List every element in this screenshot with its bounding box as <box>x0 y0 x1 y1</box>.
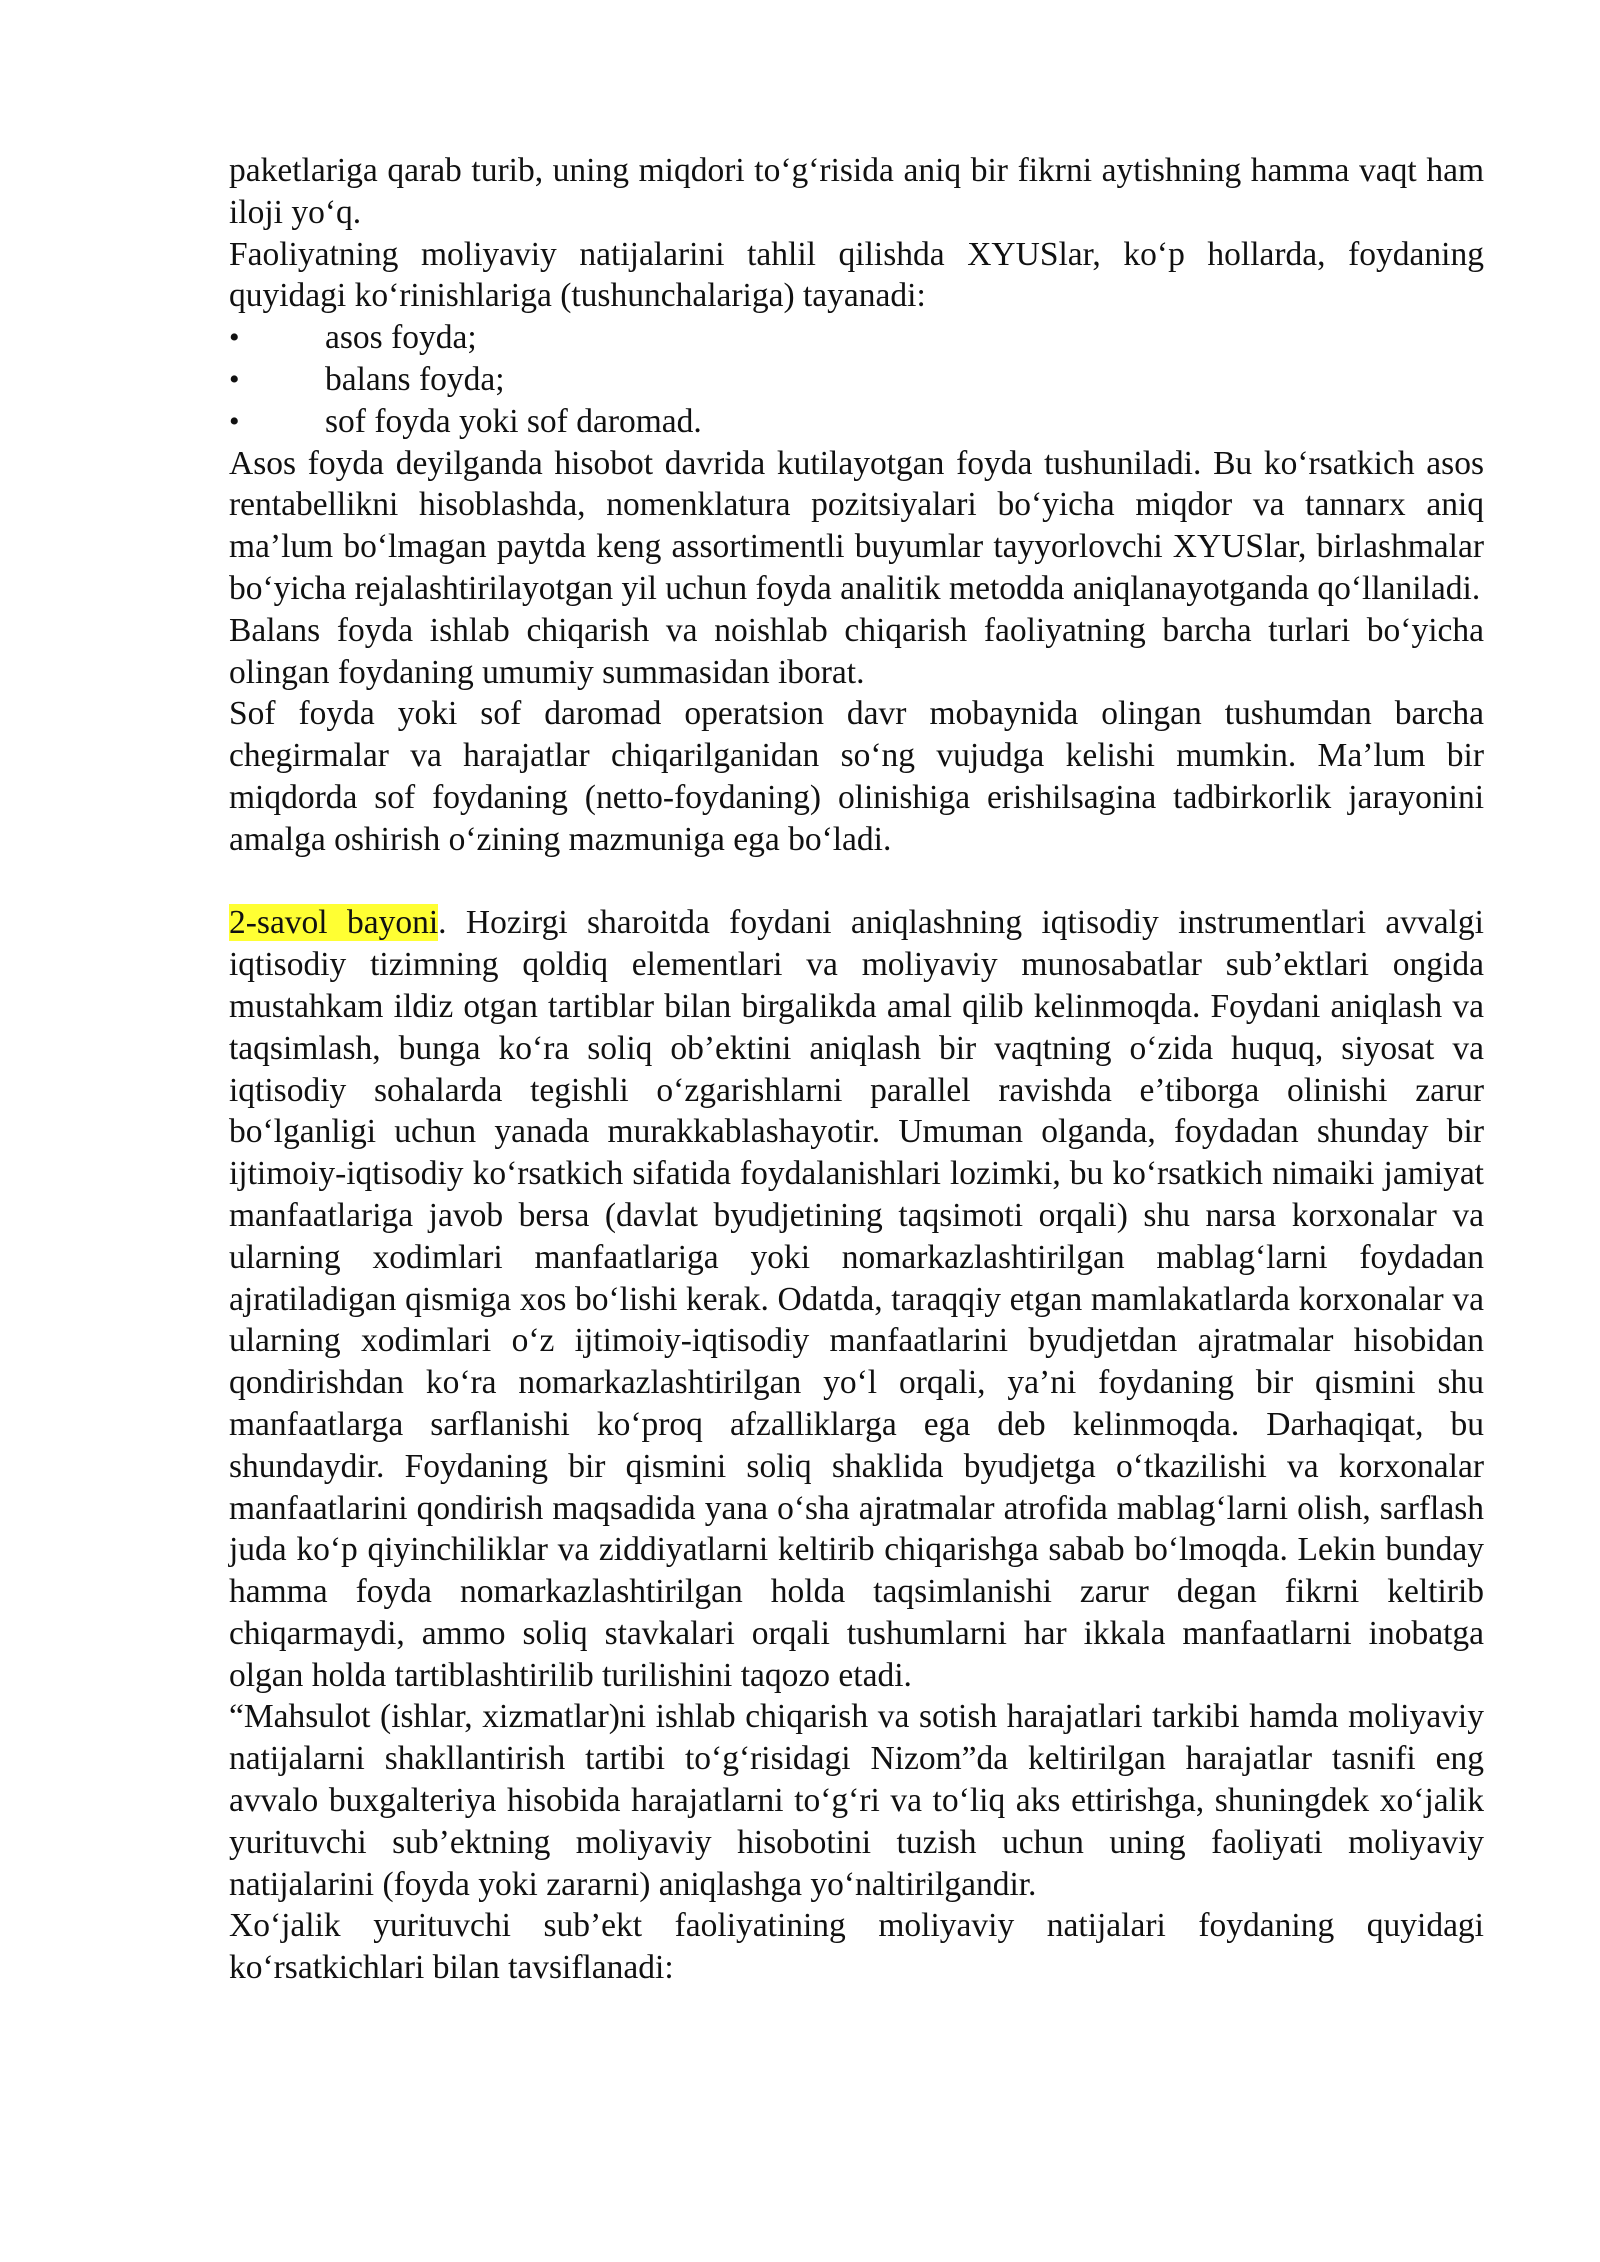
list-item-text: balans foyda; <box>325 360 505 398</box>
list-item-text: sof foyda yoki sof daromad. <box>325 402 702 440</box>
list-item <box>229 359 1484 401</box>
list-item-text: asos foyda; <box>325 319 477 357</box>
paragraph-net-profit: Sof foyda yoki sof daromad operatsion davr mobaynida olingan tushumdan barcha chegirmalar va harajatlar chiqarilganidan so‘ng vujudga kelishi mumkin. Ma’lum bir miqdorda sof foydaning (netto-foydaning) olinishiga erishilsagina tadbirkorlik jarayonini amalga oshirish o‘zining mazmuniga ega bo‘ladi. <box>229 695 1484 858</box>
list-item <box>229 317 1484 359</box>
profit-types-list <box>229 317 1484 442</box>
paragraph-base-profit: Asos foyda deyilganda hisobot davrida kutilayotgan foyda tushuniladi. Bu ko‘rsatkich asos rentabellikni hisoblashda, nomenklatura pozitsiyalari bo‘yicha miqdor va tannarx aniq ma’lum bo‘lmagan paytda keng assortimentli buyumlar tayyorlovchi XYUSlar, birlashmalar bo‘yicha rejalashtirilayotgan yil uchun foyda analitik metodda aniqlanayotganda qo‘llaniladi. <box>229 444 1484 607</box>
paragraph-intro-profit-types: Faoliyatning moliyaviy natijalarini tahlil qilishda XYUSlar, ko‘p hollarda, foydaning quyidagi ko‘rinishlariga (tushunchalariga) tayanadi: <box>229 235 1484 315</box>
bullet-icon: • <box>229 321 240 355</box>
section-2-heading-highlight: 2-savol bayoni <box>229 904 439 942</box>
document-body <box>229 150 1484 1989</box>
bullet-icon: • <box>229 404 240 438</box>
paragraph-regulation: “Mahsulot (ishlar, xizmatlar)ni ishlab chiqarish va sotish harajatlari tarkibi hamda moliyaviy natijalarni shakllantirish tartibi to‘g‘risidagi Nizom”da keltirilgan harajatlar tasnifi eng avvalo buxgalteriya hisobida harajatlarni to‘g‘ri va to‘liq aks ettirishga, shuningdek xo‘jalik yurituvchi sub’ektning moliyaviy hisobotini tuzish uchun uning faoliyati moliyaviy natijalarini (foyda yoki zararni) aniqlashga yo‘naltirilgandir. <box>229 1698 1484 1903</box>
paragraph-continuation: paketlariga qarab turib, uning miqdori to‘g‘risida aniq bir fikrni aytishning hamma vaqt ham iloji yo‘q. <box>229 152 1484 231</box>
paragraph-balance-profit: Balans foyda ishlab chiqarish va noishlab chiqarish faoliyatning barcha turlari bo‘yicha olingan foydaning umumiy summasidan iborat. <box>229 611 1484 691</box>
paragraph-section-2 <box>229 902 1484 1696</box>
section-2-text: . Hozirgi sharoitda foydani aniqlashning iqtisodiy instrumentlari avvalgi iqtisodiy tizimning qoldiq elementlari va moliyaviy munosabatlar sub’ektlari ongida mustahkam ildiz otgan tartiblar bilan birgalikda amal qilib kelinmoqda. Foydani aniqlash va taqsimlash, bunga ko‘ra soliq ob’ektini aniqlash bir vaqtning o‘zida huquq, siyosat va iqtisodiy sohalarda tegishli o‘zgarishlarni parallel ravishda e’tiborga olinishi zarur bo‘lganligi uchun yanada murakkablashayotir. Umuman olganda, foydadan shunday bir ijtimoiy-iqtisodiy ko‘rsatkich sifatida foydalanishlari lozimki, bu ko‘rsatkich nimaiki jamiyat manfaatlariga javob bersa (davlat byudjetining taqsimoti orqali) shu narsa korxonalar va ularning xodimlari manfaatlariga yoki nomarkazlashtirilgan mablag‘larni foydadan ajratiladigan qismiga xos bo‘lishi kerak. Odatda, taraqqiy etgan mamlakatlarda korxonalar va ularning xodimlari o‘z ijtimoiy-iqtisodiy manfaatlarini byudjetdan ajratmalar hisobidan qondirishdan ko‘ra nomarkazlashtirilgan yo‘l orqali, ya’ni foydaning bir qismini shu manfaatlarga sarflanishi ko‘proq afzalliklarga ega deb kelinmoqda. Darhaqiqat, bu shundaydir. Foydaning bir qismini soliq shaklida byudjetga o‘tkazilishi va korxonalar manfaatlarini qondirish maqsadida yana o‘sha ajratmalar atrofida mablag‘larni olish, sarflash juda ko‘p qiyinchiliklar va ziddiyatlarni keltirib chiqarishga sabab bo‘lmoqda. Lekin bunday hamma foyda nomarkazlashtirilgan holda taqsimlanishi zarur degan fikrni keltirib chiqarmaydi, ammo soliq stavkalari orqali tushumlarni har ikkala manfaatlarni inobatga olgan holda tartiblashtirilib turilishini taqozo etadi. <box>229 904 1484 1694</box>
list-item <box>229 401 1484 443</box>
blank-line <box>229 861 1484 903</box>
paragraph-financial-results: Xo‘jalik yurituvchi sub’ekt faoliyatining moliyaviy natijalari foydaning quyidagi ko‘rsatkichlari bilan tavsiflanadi: <box>229 1907 1484 1987</box>
bullet-icon: • <box>229 362 240 396</box>
